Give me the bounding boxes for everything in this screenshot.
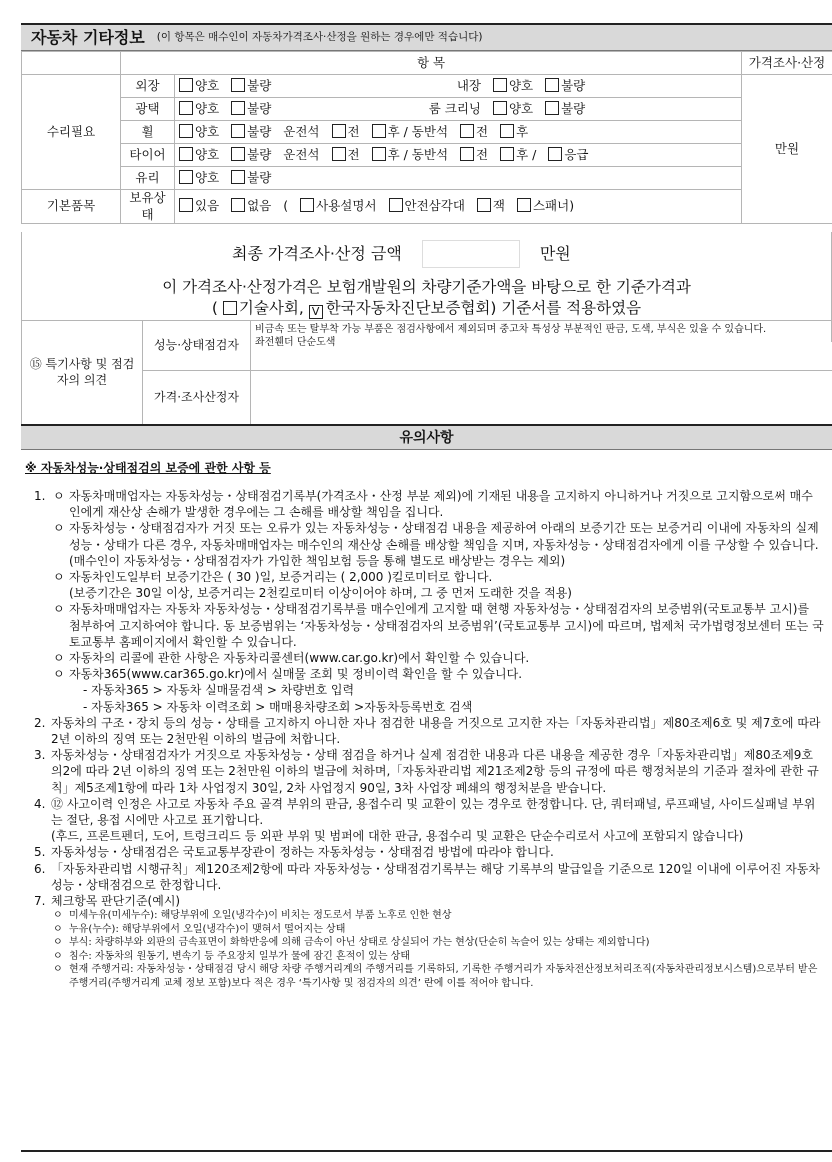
notes-section <box>21 450 832 1152</box>
checkbox[interactable] <box>460 124 474 138</box>
vehicle-info-table <box>21 51 832 224</box>
checkbox[interactable] <box>231 170 245 184</box>
note-item: 3. 자동차성능・상태점검자가 거짓으로 자동차성능・상태 점검을 하거나 실제 점검한 내용과 다른 내용을 제공한 경우「자동차관리법」제80조제9호의2에 따라 2년 이하의 징역 또는 2천만원 이하의 벌금에 처하며,「자동차관리법 제21조제2항 등의 규정에 따른 행정처분의 기준과 절차에 관한 규칙」제5조제1항에 따라 1차 사업정지 30일, 2차 사업정지 90일, 3차 사업장 폐쇄의 행정처분을 받습니다. <box>34 748 819 795</box>
checkbox[interactable] <box>223 301 237 315</box>
section-header <box>21 23 832 51</box>
checkbox[interactable] <box>500 147 514 161</box>
price-unit: 만원 <box>742 75 832 224</box>
checkbox[interactable] <box>231 78 245 92</box>
note-item: 5. 자동차성능・상태점검은 국토교통부장관이 정하는 자동차성능・상태점검 방법에 따라야 합니다. <box>34 845 554 860</box>
row-wheel: 양호 불량 운전석 전 후 / 동반석 전 후 <box>175 121 742 144</box>
row-label-holding: 보유상태 <box>121 190 175 224</box>
section-title: 자동차 기타정보 <box>31 27 145 47</box>
checkbox[interactable] <box>460 147 474 161</box>
checkbox[interactable] <box>517 198 531 212</box>
inspector-label: 성능·상태점검자 <box>143 321 251 371</box>
special-label: ⑮ 특기사항 및 점검자의 의견 <box>22 321 143 425</box>
checkbox[interactable] <box>500 124 514 138</box>
row-holding: 있음 없음 ( 사용설명서 안전삼각대 잭 스패너) <box>175 190 742 224</box>
checkbox[interactable] <box>548 147 562 161</box>
note-item: 2. 자동차의 구조・장치 등의 성능・상태를 고지하지 아니한 자나 점검한 내용을 거짓으로 고지한 자는「자동차관리법」제80조제6호 및 제7호에 따라 2년 이하의 징역 또는 2천만원 이하의 벌금에 처합니다. <box>34 715 821 747</box>
row-label-exterior: 외장 <box>121 75 175 98</box>
note-item: 7. 체크항목 판단기준(예시) ㅇ 미세누유(미세누수): 해당부위에 오일(냉각수)이 비치는 정도로서 부품 노후로 인한 현상 ㅇ 누유(누수): 해당부위에서 오일(냉각수)이 맺혀서 떨어지는 상태 ㅇ 부식: 차량하부와 외판의 금속표면이 화학반응에 의해 금속이 아닌 상태로 상실되어 가는 현상(단순히 녹슬어 있는 상태는 제외합니다) ㅇ 침수: 자동차의 원동기, 변속기 등 주요장치 일부가 물에 잠긴 흔적이 있는 상태 ㅇ 현재 주행거리: 자동차성능・상태점검 당시 해당 차량 주행거리계의 주행거리를 기록하되, 기록한 주행거리가 자동차전산정보처리조직(자동차관리정보시스템)으로부터 받은 주행거리(주행거리계 교체 정보 포함)보다 적은 경우 ‘특기사항 및 점검자의 의견’ 란에 이를 적어야 합니다. <box>34 894 818 989</box>
note-item: 6. 「자동차관리법 시행규칙」제120조제2항에 따라 자동차성능・상태점검기록부는 해당 기록부의 발급일을 기준으로 120일 이내에 이루어진 자동차 성능・상태점검으로 한정합니다. <box>34 861 820 892</box>
standard-choice: ( 기술사회, V 한국자동차진단보증협회) 기준서를 적용하였음 <box>211 298 642 318</box>
price-header: 가격조사·산정 <box>742 52 832 75</box>
checkbox[interactable] <box>372 147 386 161</box>
checkbox[interactable] <box>372 124 386 138</box>
item-header: 항 목 <box>121 52 742 75</box>
checkbox[interactable] <box>179 78 193 92</box>
checkbox[interactable] <box>300 198 314 212</box>
row-label-interior: 내장 <box>456 77 481 93</box>
checkbox[interactable] <box>179 124 193 138</box>
inspector-opinion: 비금속 또는 탈부착 가능 부품은 점검사항에서 제외되며 중고차 특성상 부분적인 판금, 도색, 부식은 있을 수 있습니다. 좌전휀더 단순도색 <box>251 321 832 371</box>
checkbox[interactable] <box>231 147 245 161</box>
checkbox[interactable] <box>332 147 346 161</box>
checkbox[interactable] <box>231 101 245 115</box>
basic-label: 기본품목 <box>22 190 121 224</box>
checkbox[interactable] <box>231 198 245 212</box>
row-label-room-cleaning: 룸 크리닝 <box>428 100 481 116</box>
note-item: 4. ⑫ 사고이력 인정은 사고로 자동차 주요 골격 부위의 판금, 용접수리 및 교환이 있는 경우로 한정합니다. 단, 쿼터패널, 루프패널, 사이드실패널 부위는 절단, 용접 시에만 사고로 표기합니다. (후드, 프론트펜더, 도어, 트렁크리드 등 외판 부위 및 범퍼에 대한 판금, 용접수리 및 교환은 단순수리로서 사고에 포함되지 않습니다) <box>34 796 816 844</box>
row-label-wheel: 휠 <box>121 121 175 144</box>
final-price-label: 최종 가격조사·산정 금액 <box>232 244 402 264</box>
checkbox[interactable] <box>332 124 346 138</box>
row-label-tire: 타이어 <box>121 144 175 167</box>
checked-checkbox[interactable]: V <box>309 305 323 319</box>
row-exterior-interior: 양호 불량 내장 양호 불량 <box>175 75 742 98</box>
price-assessor-label: 가격·조사산정자 <box>143 371 251 425</box>
note-item: 1. ㅇ 자동차매매업자는 자동차성능・상태점검기록부(가격조사・산정 부분 제외)에 기재된 내용을 고지하지 아니하거나 거짓으로 고지함으로써 매수인에게 재산상 손해가 발생한 경우에는 그 손해를 배상할 책임을 집니다. ㅇ 자동차성능・상태점검자가 거짓 또는 오류가 있는 자동차성능・상태점검 내용을 제공하여 아래의 보증기간 또는 보증거리 이내에 자동차의 실제 성능・상태가 다른 경우, 자동차매매업자는 매수인의 재산상 손해를 배상할 책임을 지며, 자동차성능・상태점검자에게 이를 구상할 수 있습니다.(매수인이 자동차성능・상태점검자가 가입한 책임보험 등을 통해 별도로 배상받는 경우는 제외) ㅇ 자동차인도일부터 보증기간은 ( 30 )일, 보증거리는 ( 2,000 )킬로미터로 합니다. (보증기간은 30일 이상, 보증거리는 2천킬로미터 이상이어야 하며, 그 중 먼저 도래한 것을 적용) ㅇ 자동차매매업자는 자동차 자동차성능・상태점검기록부를 매수인에게 고지할 때 현행 자동차성능・상태점검자의 보증범위(국토교통부 고시)를 첨부하여 고지하여야 합니다. 동 보증범위는 ‘자동차성능・상태점검자의 보증범위’(국토교통부 고시)에 따르며, 법제처 국가법령정보센터 또는 국토교통부 홈페이지에서 확인할 수 있습니다. ㅇ 자동차의 리콜에 관한 사항은 자동차리콜센터(www.car.go.kr)에서 확인할 수 있습니다. ㅇ 자동차365(www.car365.go.kr)에서 실매물 조회 및 정비이력 확인을 할 수 있습니다. - 자동차365 > 자동차 실매물검색 > 차량번호 입력 - 자동차365 > 자동차 이력조회 > 매매용차량조회 >자동차등록번호 검색 <box>34 489 824 714</box>
checkbox[interactable] <box>179 198 193 212</box>
checkbox[interactable] <box>389 198 403 212</box>
section-note: (이 항목은 매수인이 자동차가격조사·산정을 원하는 경우에만 적습니다) <box>156 30 483 43</box>
checkbox[interactable] <box>179 101 193 115</box>
price-assessor-opinion <box>251 371 832 425</box>
checkbox[interactable] <box>179 147 193 161</box>
notes-title: ※ 자동차성능·상태점검의 보증에 관한 사항 등 <box>25 461 271 475</box>
checkbox[interactable] <box>493 78 507 92</box>
row-label-gloss: 광택 <box>121 98 175 121</box>
checkbox[interactable] <box>545 101 559 115</box>
checkbox[interactable] <box>493 101 507 115</box>
row-glass: 양호 불량 <box>175 167 742 190</box>
checkbox[interactable] <box>477 198 491 212</box>
standard-statement: 이 가격조사·산정가격은 보험개발원의 차량기준가액을 바탕으로 한 기준가격과 <box>162 278 691 296</box>
special-notes-table <box>21 320 832 425</box>
row-tire: 양호 불량 운전석 전 후 / 동반석 전 후 / 응급 <box>175 144 742 167</box>
row-gloss-cleaning: 양호 불량 룸 크리닝 양호 불량 <box>175 98 742 121</box>
repair-label: 수리필요 <box>22 75 121 190</box>
final-price-input[interactable] <box>422 240 520 268</box>
row-label-glass: 유리 <box>121 167 175 190</box>
checkbox[interactable] <box>545 78 559 92</box>
checkbox[interactable] <box>179 170 193 184</box>
checkbox[interactable] <box>231 124 245 138</box>
notes-header: 유의사항 <box>21 424 832 450</box>
final-price-unit: 만원 <box>539 244 571 264</box>
